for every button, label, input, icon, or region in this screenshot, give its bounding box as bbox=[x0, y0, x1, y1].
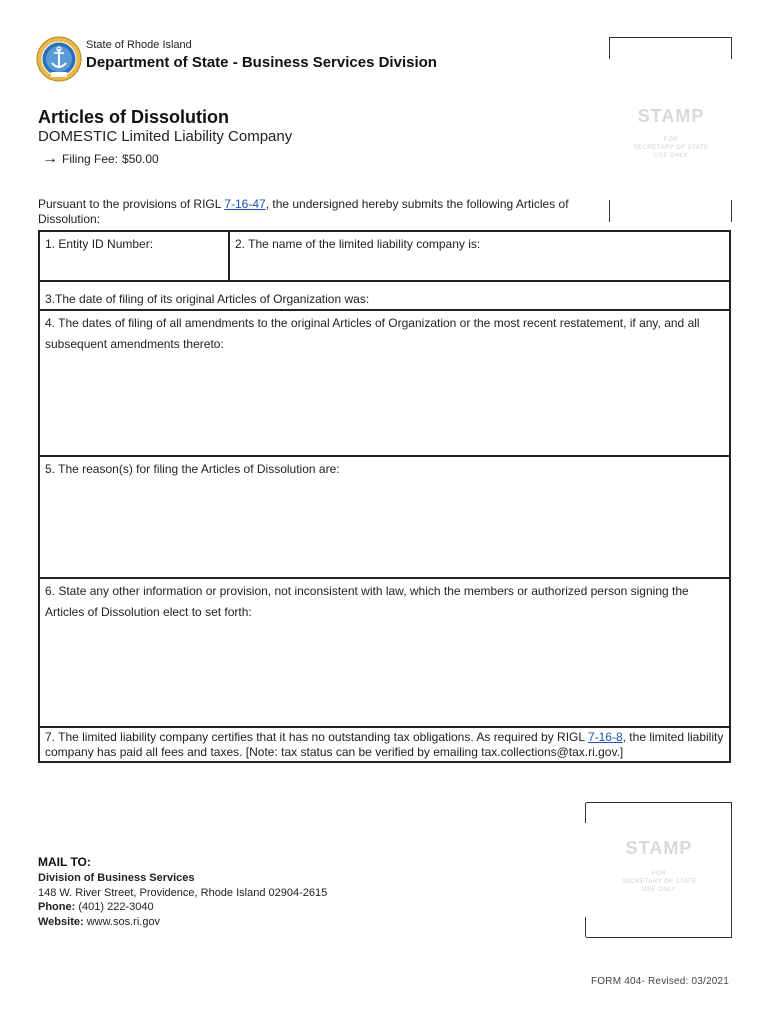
amendments-field[interactable] bbox=[40, 311, 729, 455]
stamp-note-line1-bottom: FOR bbox=[651, 871, 667, 877]
stamp-note-line2: SECRETARY OF STATE bbox=[633, 145, 709, 151]
stamp-note-line3: USE ONLY bbox=[654, 153, 688, 159]
dissolution-form bbox=[38, 230, 731, 763]
tax-cert-text-before: 7. The limited liability company certifies that it has no outstanding tax obligations. As required by RIGL bbox=[45, 730, 588, 744]
stamp-note-line3-bottom: USE ONLY bbox=[642, 887, 676, 893]
website-label: Website: bbox=[38, 915, 84, 928]
dissolution-reasons-label: 5. The reason(s) for filing the Articles of Dissolution are: bbox=[45, 462, 340, 476]
rigl-7-16-8-link[interactable]: 7-16-8 bbox=[587, 730, 623, 744]
stamp-note-line2-bottom: SECRETARY OF STATE bbox=[621, 879, 697, 885]
amendments-label: 4. The dates of filing of all amendments to the original Articles of Organization or the most recent restatement, if any, and all subsequent amendments thereto: bbox=[45, 316, 700, 351]
mailing-address: 148 W. River Street, Providence, Rhode Island 02904-2615 bbox=[38, 886, 328, 899]
intro-text-before: Pursuant to the provisions of RIGL bbox=[38, 197, 225, 211]
original-filing-date-field[interactable] bbox=[40, 287, 729, 309]
stamp-box-top bbox=[609, 37, 732, 222]
form-subtitle: DOMESTIC Limited Liability Company bbox=[38, 128, 293, 145]
intro-text-after: , the undersigned hereby submits the following Articles of Dissolution: bbox=[38, 197, 569, 226]
stamp-note-bottom bbox=[586, 870, 732, 894]
rhode-island-seal-icon bbox=[36, 36, 82, 82]
division-name: Division of Business Services bbox=[38, 872, 195, 884]
rigl-7-16-47-link[interactable]: 7-16-47 bbox=[224, 197, 266, 211]
filing-fee bbox=[42, 152, 159, 166]
llc-name-field[interactable] bbox=[230, 232, 729, 280]
entity-id-field[interactable] bbox=[40, 232, 229, 280]
entity-id-label: 1. Entity ID Number: bbox=[45, 237, 154, 251]
stamp-label-top: STAMP bbox=[637, 106, 705, 126]
phone-number: (401) 222-3040 bbox=[78, 901, 154, 913]
llc-name-label: 2. The name of the limited liability company is: bbox=[235, 237, 481, 251]
state-label: State of Rhode Island bbox=[86, 39, 192, 51]
filing-fee-label: Filing Fee: bbox=[62, 152, 119, 166]
stamp-note-line1: FOR bbox=[663, 137, 679, 143]
dissolution-reasons-field[interactable] bbox=[40, 457, 729, 577]
filing-fee-amount: $50.00 bbox=[122, 152, 159, 166]
mail-address-block bbox=[38, 871, 327, 929]
tax-certification bbox=[40, 728, 729, 761]
other-information-field[interactable] bbox=[40, 579, 729, 726]
arrow-right-icon: → bbox=[42, 150, 58, 167]
intro-paragraph bbox=[38, 197, 598, 227]
form-title: Articles of Dissolution bbox=[38, 107, 230, 127]
mail-to-heading: MAIL TO: bbox=[38, 855, 91, 869]
stamp-note-top bbox=[611, 136, 731, 160]
tax-cert-text-after: , the limited liability company has paid all fees and taxes. [Note: tax status can be verified by emailing tax.collections@tax.ri.gov.] bbox=[45, 730, 724, 759]
website-link[interactable]: www.sos.ri.gov bbox=[86, 915, 161, 928]
form-revision-footer: FORM 404- Revised: 03/2021 bbox=[591, 976, 730, 987]
stamp-label-bottom: STAMP bbox=[625, 838, 693, 858]
other-information-label: 6. State any other information or provision, not inconsistent with law, which the members or authorized person signing the Articles of Dissolution elect to set forth: bbox=[45, 584, 689, 619]
department-title: Department of State - Business Services Division bbox=[86, 54, 437, 71]
original-filing-date-label: 3.The date of filing of its original Articles of Organization was: bbox=[45, 292, 370, 306]
phone-label: Phone: bbox=[38, 901, 76, 913]
